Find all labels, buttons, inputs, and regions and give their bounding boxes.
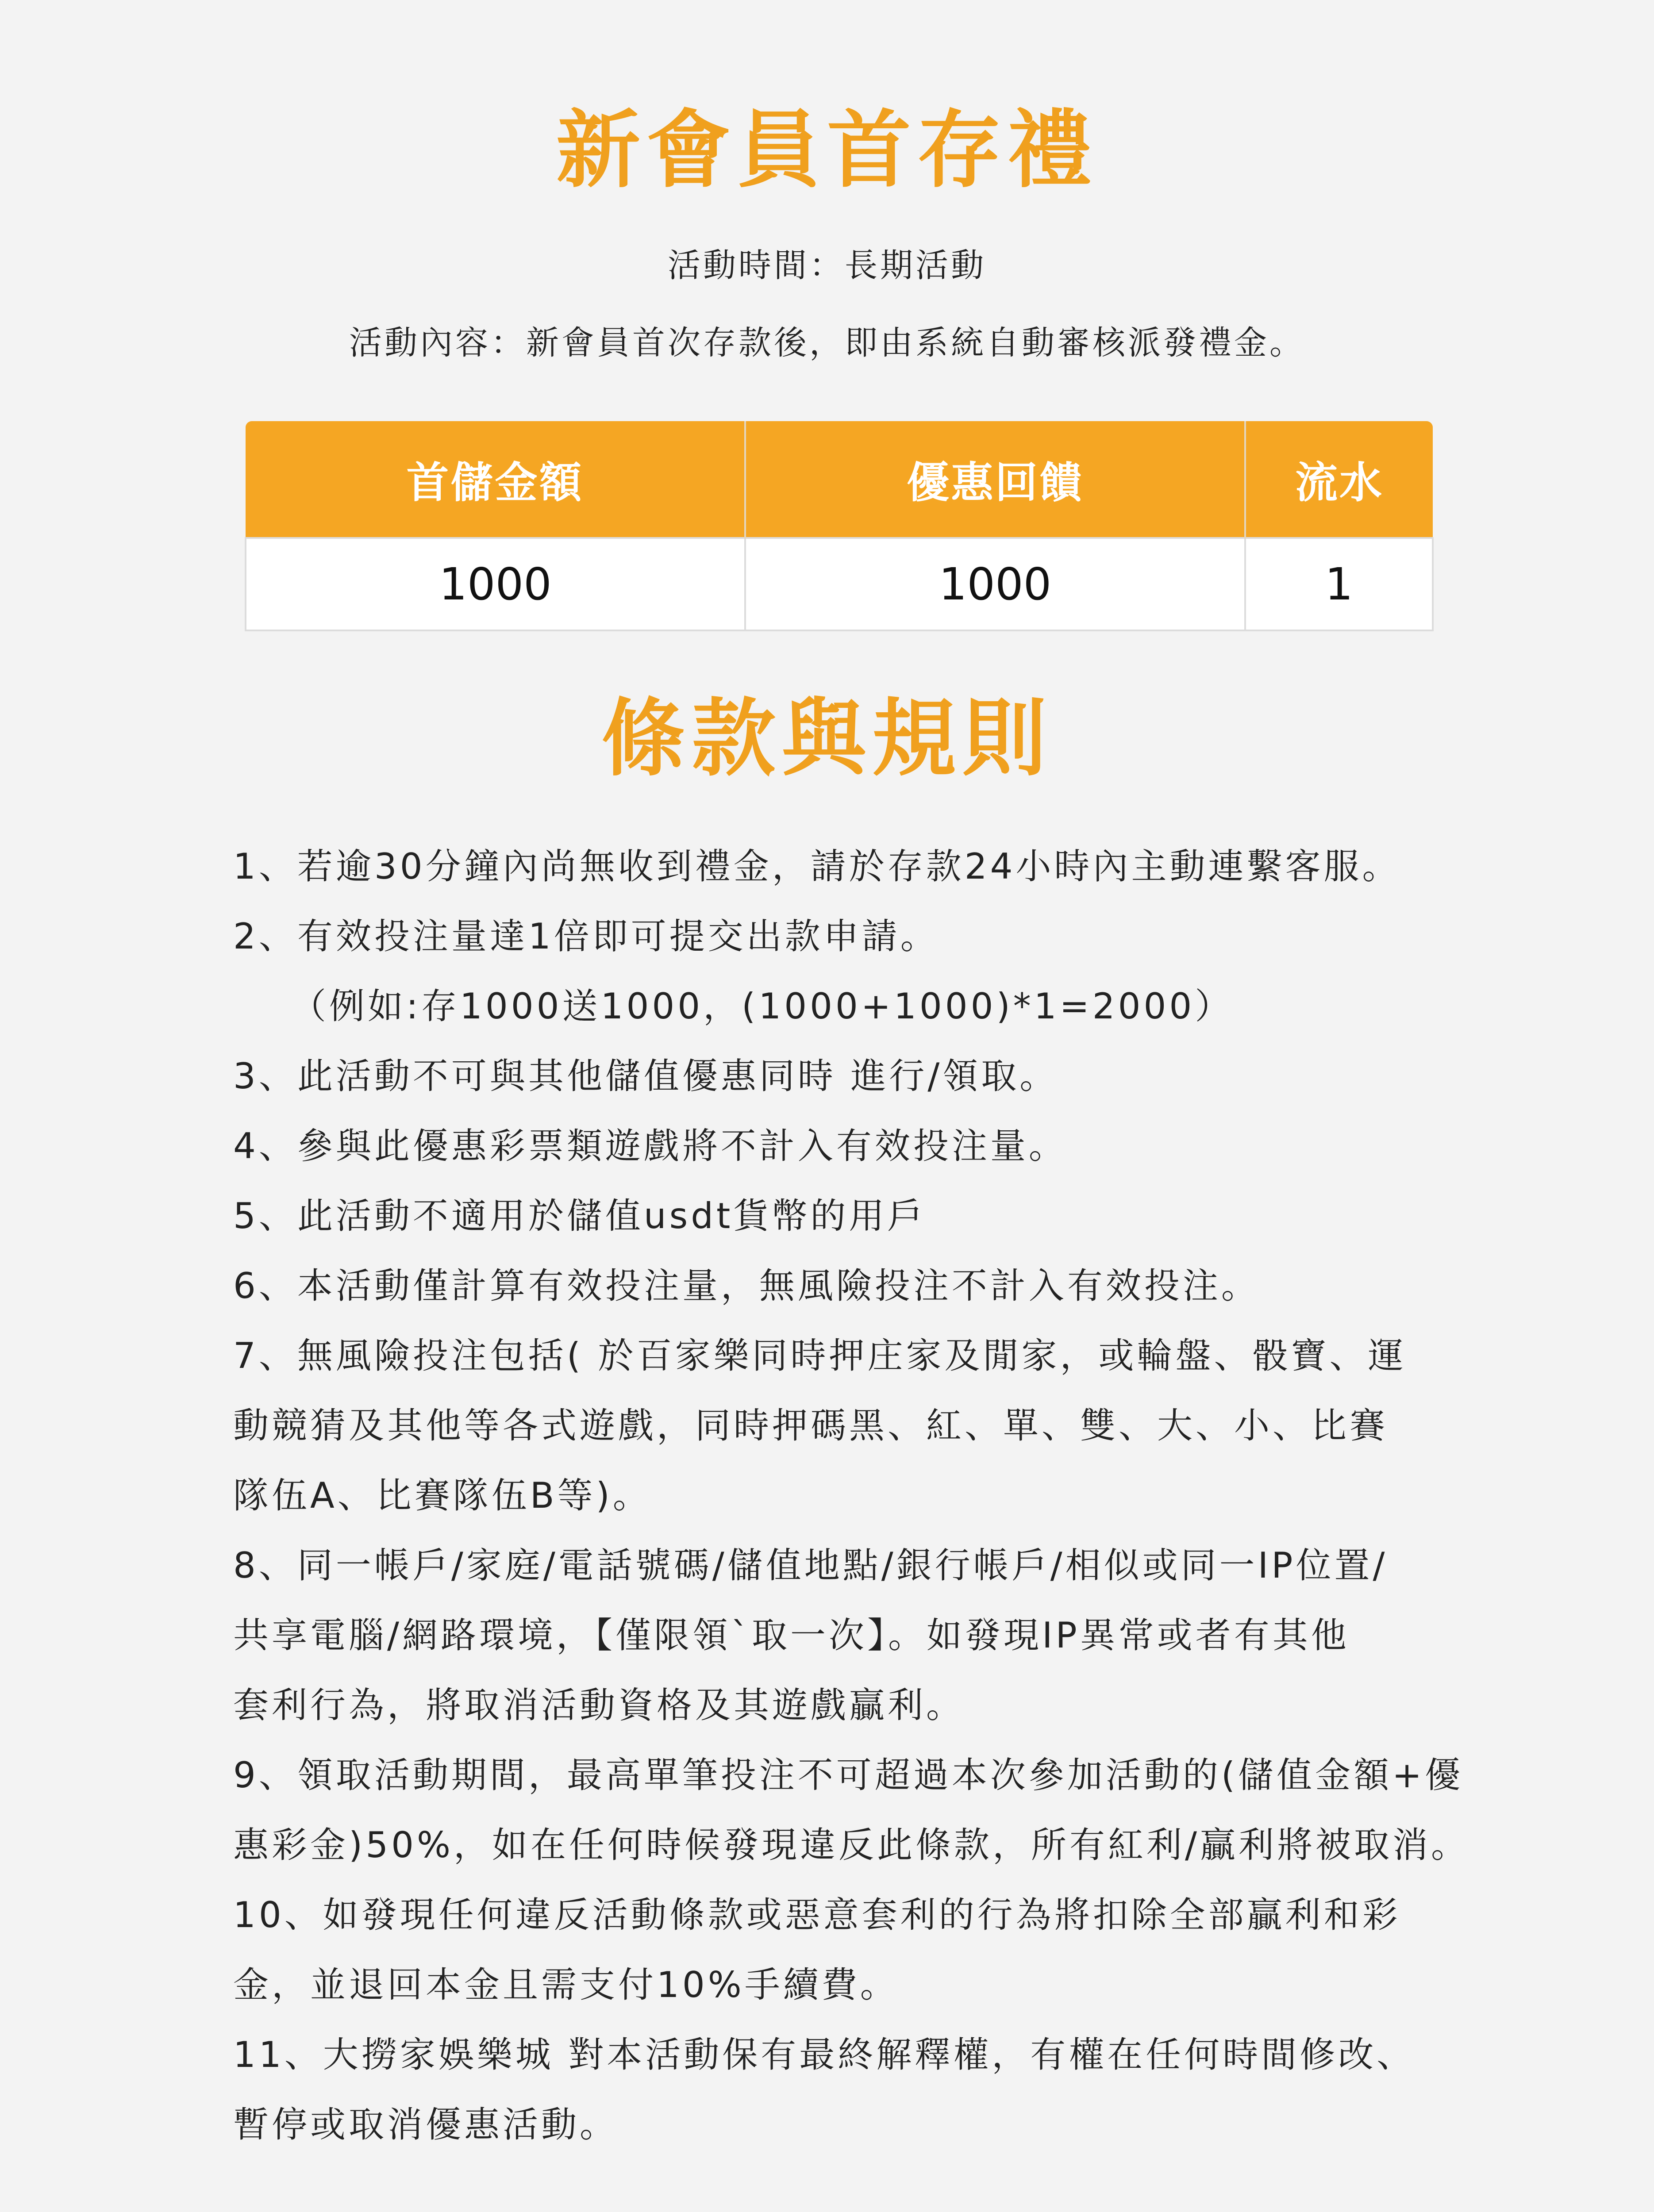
activity-content: 活動內容：新會員首次存款後，即由系統自動審核派發禮金。 [349, 324, 1305, 362]
page-title: 新會員首存禮 [556, 101, 1098, 199]
table-row [246, 538, 1433, 630]
rule-line: 共享電腦/網路環境，【僅限領`取一次】。如發現IP異常或者有其他 [233, 1615, 1350, 1656]
rule-line: 9、領取活動期間，最高單筆投注不可超過本次參加活動的(儲值金額+優 [233, 1755, 1464, 1796]
rule-line: 暫停或取消優惠活動。 [233, 2104, 618, 2145]
rule-line: 惠彩金)50%，如在任何時候發現違反此條款，所有紅利/贏利將被取消。 [233, 1824, 1469, 1866]
rule-line: 金，並退回本金且需支付10%手續費。 [233, 1964, 899, 2005]
rule-line: 8、同一帳戶/家庭/電話號碼/儲值地點/銀行帳戶/相似或同一IP位置/ [233, 1545, 1388, 1586]
rule-line: 隊伍A、比賽隊伍B等)。 [233, 1475, 651, 1516]
activity-time: 活動時間：長期活動 [668, 246, 986, 284]
rule-line: 11、大撈家娛樂城 對本活動保有最終解釋權，有權在任何時間修改、 [233, 2034, 1416, 2075]
rules-list [233, 832, 1469, 2160]
rule-line: 1、若逾30分鐘內尚無收到禮金，請於存款24小時內主動連繫客服。 [233, 846, 1401, 887]
rule-line: 動競猜及其他等各式遊戲，同時押碼黑、紅、單、雙、大、小、比賽 [233, 1405, 1388, 1446]
rule-line: 套利行為，將取消活動資格及其遊戲贏利。 [233, 1685, 965, 1726]
bonus-table-header [246, 421, 1433, 538]
rule-example: （例如:存1000送1000，(1000+1000)*1=2000） [291, 986, 1234, 1027]
header-bonus: 優惠回饋 [745, 421, 1245, 538]
header-turnover: 流水 [1245, 421, 1433, 538]
rule-line: 10、如發現任何違反活動條款或惡意套利的行為將扣除全部贏利和彩 [233, 1894, 1401, 1936]
rule-line: 4、參與此優惠彩票類遊戲將不計入有效投注量。 [233, 1125, 1067, 1167]
cell-bonus: 1000 [745, 538, 1245, 630]
rule-line: 5、此活動不適用於儲值usdt貨幣的用戶 [233, 1195, 926, 1237]
rule-line: 7、無風險投注包括( 於百家樂同時押庄家及閒家，或輪盤、骰寶、運 [233, 1335, 1407, 1376]
cell-first-deposit: 1000 [246, 538, 745, 630]
rules-title: 條款與規則 [601, 690, 1053, 787]
rule-line: 3、此活動不可與其他儲值優惠同時 進行/領取。 [233, 1056, 1058, 1097]
header-first-deposit: 首儲金額 [246, 421, 745, 538]
rule-line: 2、有效投注量達1倍即可提交出款申請。 [233, 916, 939, 957]
cell-turnover: 1 [1245, 538, 1433, 630]
bonus-table [245, 421, 1434, 631]
rule-line: 6、本活動僅計算有效投注量，無風險投注不計入有效投注。 [233, 1265, 1260, 1306]
